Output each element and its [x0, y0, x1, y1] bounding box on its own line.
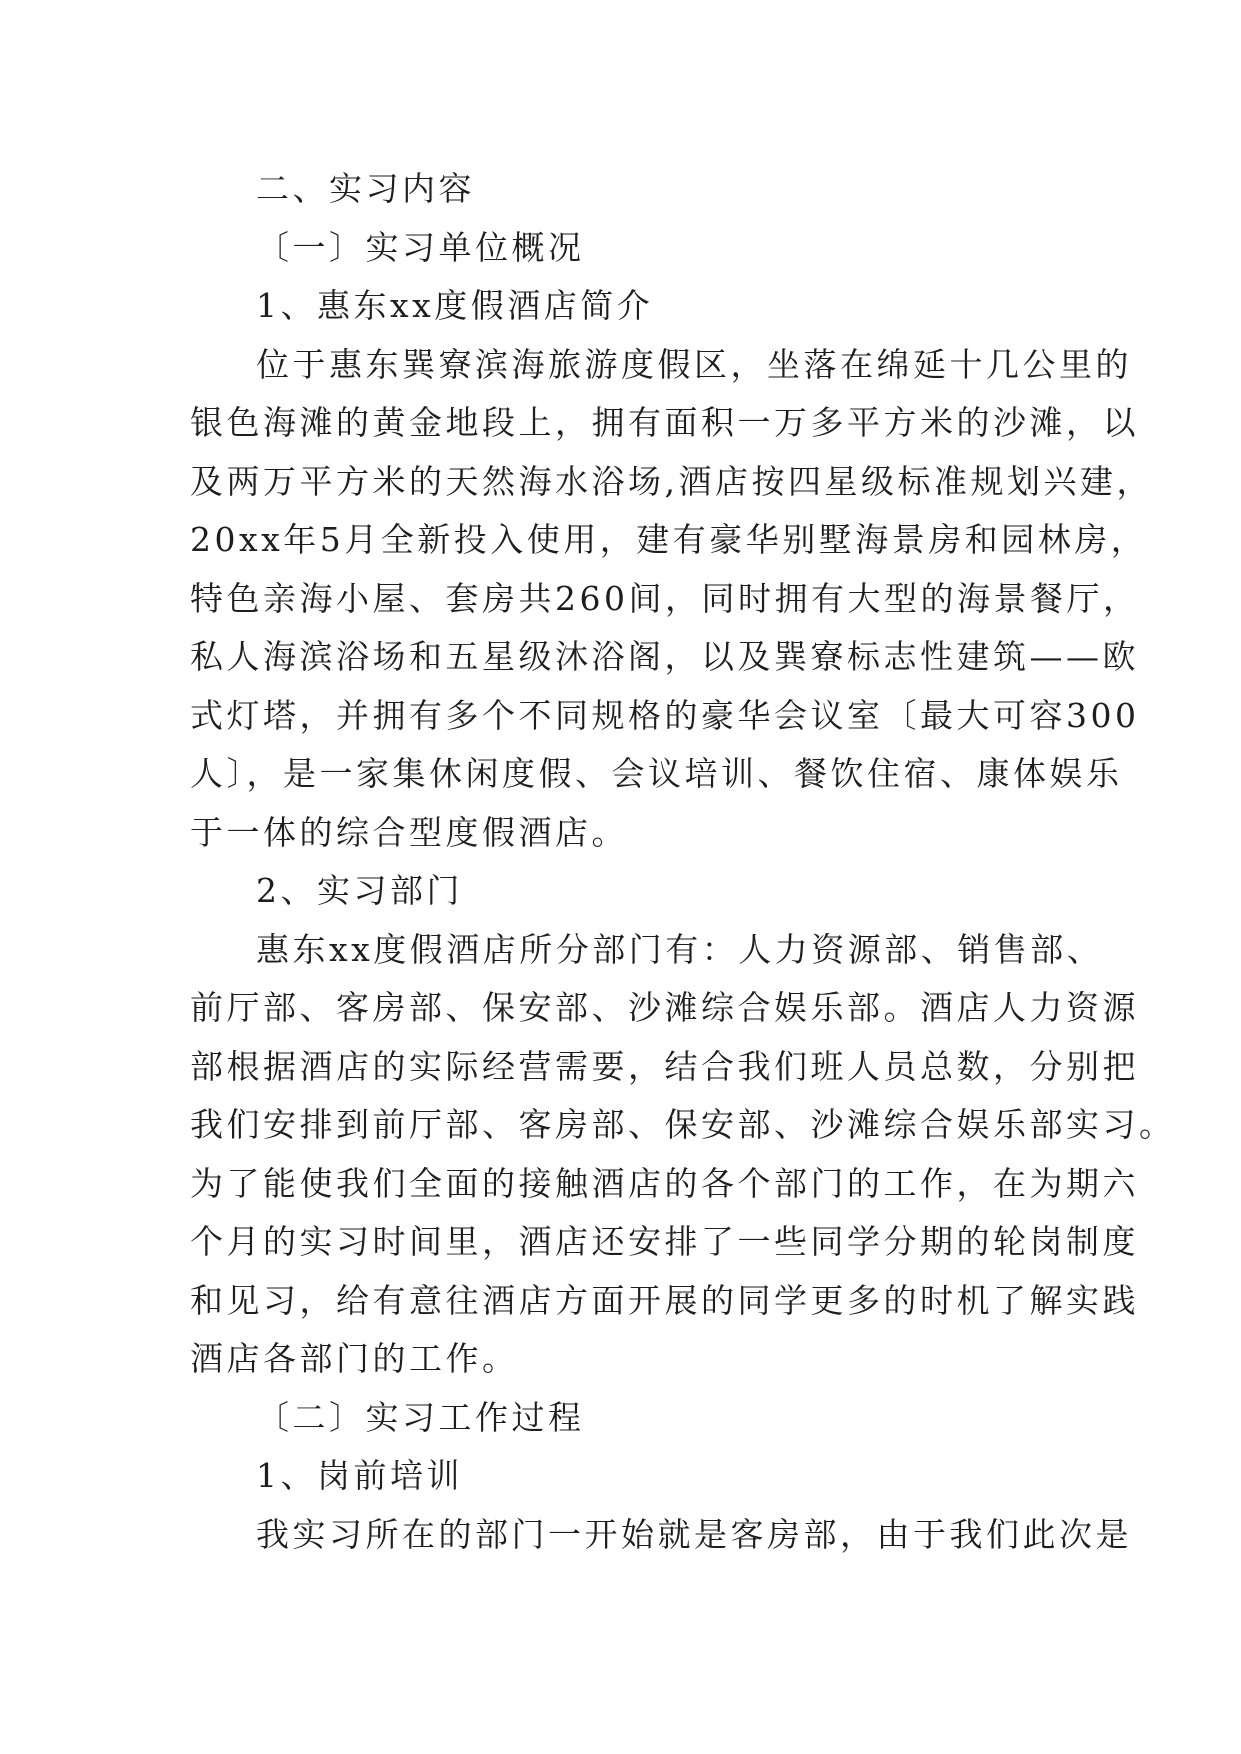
- item-heading: 1、岗前培训: [256, 1456, 463, 1495]
- paragraph-line: 及两万平方米的天然海水浴场,酒店按四星级标准规划兴建，: [190, 461, 1153, 501]
- paragraph-line: 20xx年5月全新投入使用，建有豪华别墅海景房和园林房，: [190, 520, 1148, 559]
- subsection-heading: 〔一〕实习单位概况: [256, 227, 585, 267]
- paragraph-line: 个月的实习时间里，酒店还安排了一些同学分期的轮岗制度: [190, 1222, 1139, 1261]
- paragraph-line: 惠东xx度假酒店所分部门有：人力资源部、销售部、: [256, 929, 1104, 969]
- paragraph-line: 和见习，给有意往酒店方面开展的同学更多的时机了解实践: [190, 1280, 1139, 1320]
- item-heading: 2、实习部门: [256, 871, 463, 910]
- paragraph-line: 我们安排到前厅部、客房部、保安部、沙滩综合娱乐部实习。: [190, 1105, 1176, 1144]
- paragraph-line: 部根据酒店的实际经营需要，结合我们班人员总数，分别把: [190, 1046, 1139, 1086]
- paragraph-line: 私人海滨浴场和五星级沐浴阁，以及巽寮标志性建筑——欧: [190, 637, 1139, 676]
- item-heading: 1、惠东xx度假酒店简介: [256, 286, 654, 325]
- paragraph-line: 酒店各部门的工作。: [190, 1339, 519, 1378]
- section-heading: 二、实习内容: [256, 169, 475, 208]
- paragraph-line: 于一体的综合型度假酒店。: [190, 812, 628, 852]
- paragraph-line: 式灯塔，并拥有多个不同规格的豪华会议室〔最大可容300: [190, 695, 1140, 735]
- paragraph-line: 特色亲海小屋、套房共260间，同时拥有大型的海景餐厅，: [190, 578, 1140, 618]
- paragraph-line: 人〕，是一家集休闲度假、会议培训、餐饮住宿、康体娱乐: [190, 754, 1123, 793]
- subsection-heading: 〔二〕实习工作过程: [256, 1397, 585, 1437]
- paragraph-line: 银色海滩的黄金地段上，拥有面积一万多平方米的沙滩，以: [190, 403, 1139, 442]
- paragraph-line: 位于惠东巽寮滨海旅游度假区，坐落在绵延十几公里的: [256, 344, 1132, 384]
- document-body: [190, 160, 1176, 1564]
- paragraph-line: 我实习所在的部门一开始就是客房部，由于我们此次是: [256, 1514, 1132, 1554]
- paragraph-line: 为了能使我们全面的接触酒店的各个部门的工作，在为期六: [190, 1163, 1139, 1203]
- paragraph-line: 前厅部、客房部、保安部、沙滩综合娱乐部。酒店人力资源: [190, 988, 1139, 1027]
